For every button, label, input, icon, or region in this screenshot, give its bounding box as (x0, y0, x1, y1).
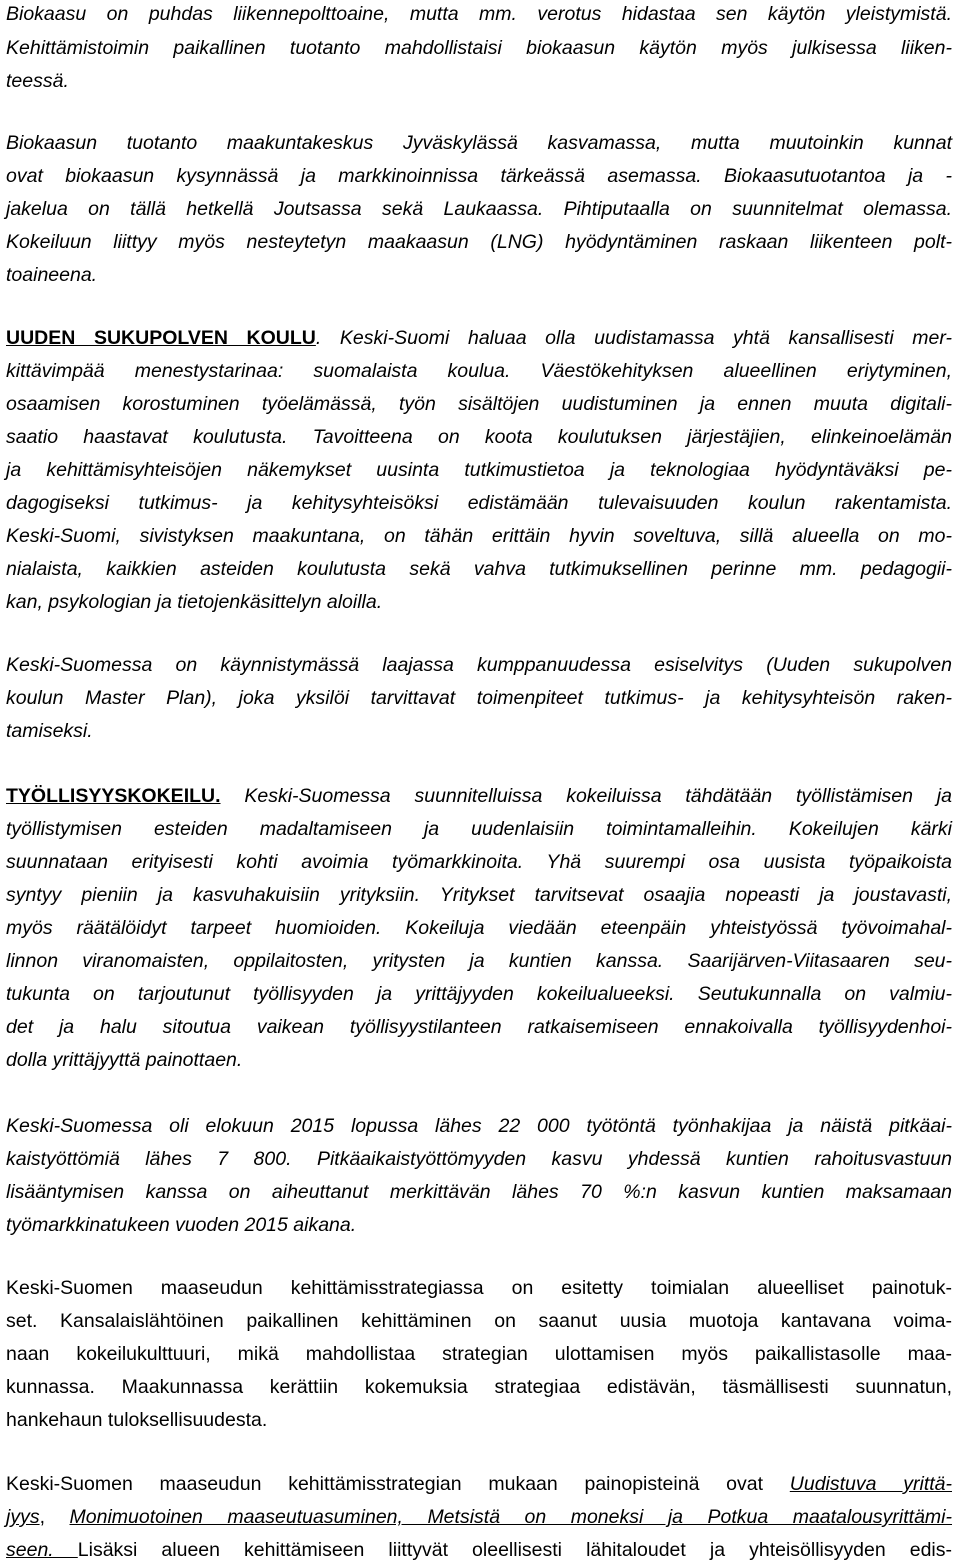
text-line (6, 817, 952, 841)
text-line (6, 1048, 242, 1072)
text-run: kan, psykologian ja tietojenkäsittelyn aloilla. (6, 591, 383, 613)
text-line (6, 883, 952, 907)
text-line (6, 491, 952, 515)
text-line (6, 69, 69, 93)
text-line (6, 1276, 952, 1300)
text-line (6, 458, 952, 482)
text-line (6, 230, 952, 254)
text-line (6, 916, 952, 940)
text-line (6, 1375, 952, 1399)
text-line (6, 982, 952, 1006)
text-run: ja kehittämisyhteisöjen näkemykset uusinta tutkimustietoa ja teknologiaa hyödyntäväksi pe- (6, 459, 952, 481)
emphasized-priority: seen. (6, 1539, 78, 1561)
text-run: . Keski-Suomi haluaa olla uudistamassa yhtä kansallisesti mer- (315, 327, 953, 349)
text-run: kittävimpää menestystarinaa: suomalaista koulua. Väestökehityksen alueellinen eriytyminen, (6, 360, 952, 382)
section-heading: UUDEN SUKUPOLVEN KOULU (6, 327, 316, 349)
text-run: tamiseksi. (6, 720, 93, 742)
text-line (6, 557, 952, 581)
text-line (6, 197, 952, 221)
text-line (6, 1015, 952, 1039)
emphasized-priority: Uudistuva yrittä- (789, 1473, 952, 1495)
text-run: osaamisen korostuminen työelämässä, työn sisältöjen uudistuminen ja ennen muuta digitali- (6, 393, 952, 415)
text-run: kunnassa. Maakunnassa kerättiin kokemuksia strategiaa edistävän, täsmällisesti suunnatun, (6, 1376, 952, 1398)
text-run: Kokeiluun liittyy myös nesteytetyn maakaasun (LNG) hyödyntäminen raskaan liikenteen polt- (6, 231, 952, 253)
text-run: teessä. (6, 70, 69, 92)
text-run: jakelua on tällä hetkellä Joutsassa sekä Laukaassa. Pihtiputaalla on suunnitelmat olemassa. (6, 198, 952, 220)
text-run: , (39, 1506, 70, 1528)
text-line (6, 1180, 952, 1204)
text-run: Keski-Suomen maaseudun kehittämisstrategiassa on esitetty toimialan alueelliset painotuk- (6, 1277, 952, 1299)
text-run: työllistymisen esteiden madaltamiseen ja uudenlaisiin toimintamalleihin. Kokeilujen kärki (6, 818, 952, 840)
text-line (6, 850, 952, 874)
text-run: linnon viranomaisten, oppilaitosten, yritysten ja kuntien kanssa. Saarijärven-Viitasaaren seu- (6, 950, 952, 972)
text-line (6, 1408, 267, 1432)
text-line (6, 1147, 952, 1171)
text-line (6, 1213, 356, 1237)
text-line (6, 686, 952, 710)
text-line (6, 326, 952, 350)
text-run: tukunta on tarjoutunut työllisyyden ja yrittäjyyden kokeilualueeksi. Seutukunnalla on valmiu- (6, 983, 952, 1005)
text-line (6, 1538, 952, 1561)
text-run: det ja halu sitoutua vaikean työllisyystilanteen ratkaisemiseen ennakoivalla työllisyydenhoi- (6, 1016, 952, 1038)
text-line (6, 719, 93, 743)
text-run: dolla yrittäjyyttä painottaen. (6, 1049, 243, 1071)
text-run: syntyy pieniin ja kasvuhakuisiin yrityksiin. Yritykset tarvitsevat osaajia nopeasti ja joustavasti, (6, 884, 952, 906)
text-line (6, 392, 952, 416)
text-run: Keski-Suomessa on käynnistymässä laajassa kumppanuudessa esiselvitys (Uuden sukupolven (6, 654, 952, 676)
section-heading: TYÖLLISYYSKOKEILU. (6, 785, 221, 807)
text-line (6, 164, 952, 188)
text-run: hankehaun tuloksellisuudesta. (6, 1409, 268, 1431)
text-run: nialaista, kaikkien asteiden koulutusta sekä vahva tutkimuksellinen perinne mm. pedagogii- (6, 558, 952, 580)
text-line (6, 784, 952, 808)
emphasized-priority: jyys (6, 1506, 40, 1528)
text-run: Keski-Suomi, sivistyksen maakuntana, on tähän erittäin hyvin soveltuva, sillä alueella on mo- (6, 525, 952, 547)
text-run: saatio haastavat koulutusta. Tavoitteena on koota koulutuksen järjestäjien, elinkeinoelämän (6, 426, 952, 448)
emphasized-priority: Monimuotoinen maaseutuasuminen, Metsistä on moneksi ja Potkua maatalousyrittämi- (69, 1506, 952, 1528)
text-line (6, 1472, 952, 1496)
text-line (6, 263, 97, 287)
text-line (6, 2, 952, 26)
text-line (6, 1505, 952, 1529)
text-run: set. Kansalaislähtöinen paikallinen kehittäminen on saanut uusia muotoja kantavana voima- (6, 1310, 952, 1332)
text-line (6, 36, 952, 60)
text-run: kaistyöttömiä lähes 7 800. Pitkäaikaistyöttömyyden kasvu yhdessä kuntien rahoitusvastuun (6, 1148, 952, 1170)
text-line (6, 653, 952, 677)
text-run: Keski-Suomen maaseudun kehittämisstrategian mukaan painopisteinä ovat (6, 1473, 790, 1495)
text-line (6, 1309, 952, 1333)
text-run: Keski-Suomessa suunnitelluissa kokeiluissa tähdätään työllistämisen ja (220, 785, 952, 807)
text-run: työmarkkinatukeen vuoden 2015 aikana. (6, 1214, 357, 1236)
text-run: suunnataan erityisesti kohti avoimia työmarkkinoita. Yhä suurempi osa uusista työpaikoista (6, 851, 952, 873)
text-line (6, 524, 952, 548)
text-line (6, 425, 952, 449)
text-run: toaineena. (6, 264, 98, 286)
text-line (6, 1114, 952, 1138)
text-run: koulun Master Plan), joka yksilöi tarvittavat toimenpiteet tutkimus- ja kehitysyhteisön raken- (6, 687, 952, 709)
text-run: naan kokeilukulttuuri, mikä mahdollistaa strategian ulottamisen myös paikallistasolle maa- (6, 1343, 952, 1365)
text-run: Keski-Suomessa oli elokuun 2015 lopussa lähes 22 000 työtöntä työnhakijaa ja näistä pitkäai- (6, 1115, 952, 1137)
text-run: Kehittämistoimin paikallinen tuotanto mahdollistaisi biokaasun käytön myös julkisessa liiken- (6, 37, 952, 59)
text-run: myös räätälöidyt tarpeet huomioiden. Kokeiluja viedään eteenpäin yhteistyössä työvoimahal- (6, 917, 952, 939)
text-run: ovat biokaasun kysynnässä ja markkinoinnissa tärkeässä asemassa. Biokaasutuotantoa ja - (6, 165, 952, 187)
text-line (6, 1342, 952, 1366)
text-run: dagogiseksi tutkimus- ja kehitysyhteisöksi edistämään tulevaisuuden koulun rakentamista. (6, 492, 952, 514)
text-line (6, 949, 952, 973)
text-run: lisääntymisen kanssa on aiheuttanut merkittävän lähes 70 %:n kasvun kuntien maksamaan (6, 1181, 952, 1203)
text-run: Biokaasun tuotanto maakuntakeskus Jyväskylässä kasvamassa, mutta muutoinkin kunnat (6, 132, 952, 154)
text-run: Lisäksi alueen kehittämiseen liittyvät oleellisesti lähitaloudet ja yhteisöllisyyden edis- (77, 1539, 952, 1561)
text-line (6, 359, 952, 383)
text-line (6, 131, 952, 155)
text-line (6, 590, 382, 614)
text-run: Biokaasu on puhdas liikennepolttoaine, mutta mm. verotus hidastaa sen käytön yleistymistä. (6, 3, 952, 25)
